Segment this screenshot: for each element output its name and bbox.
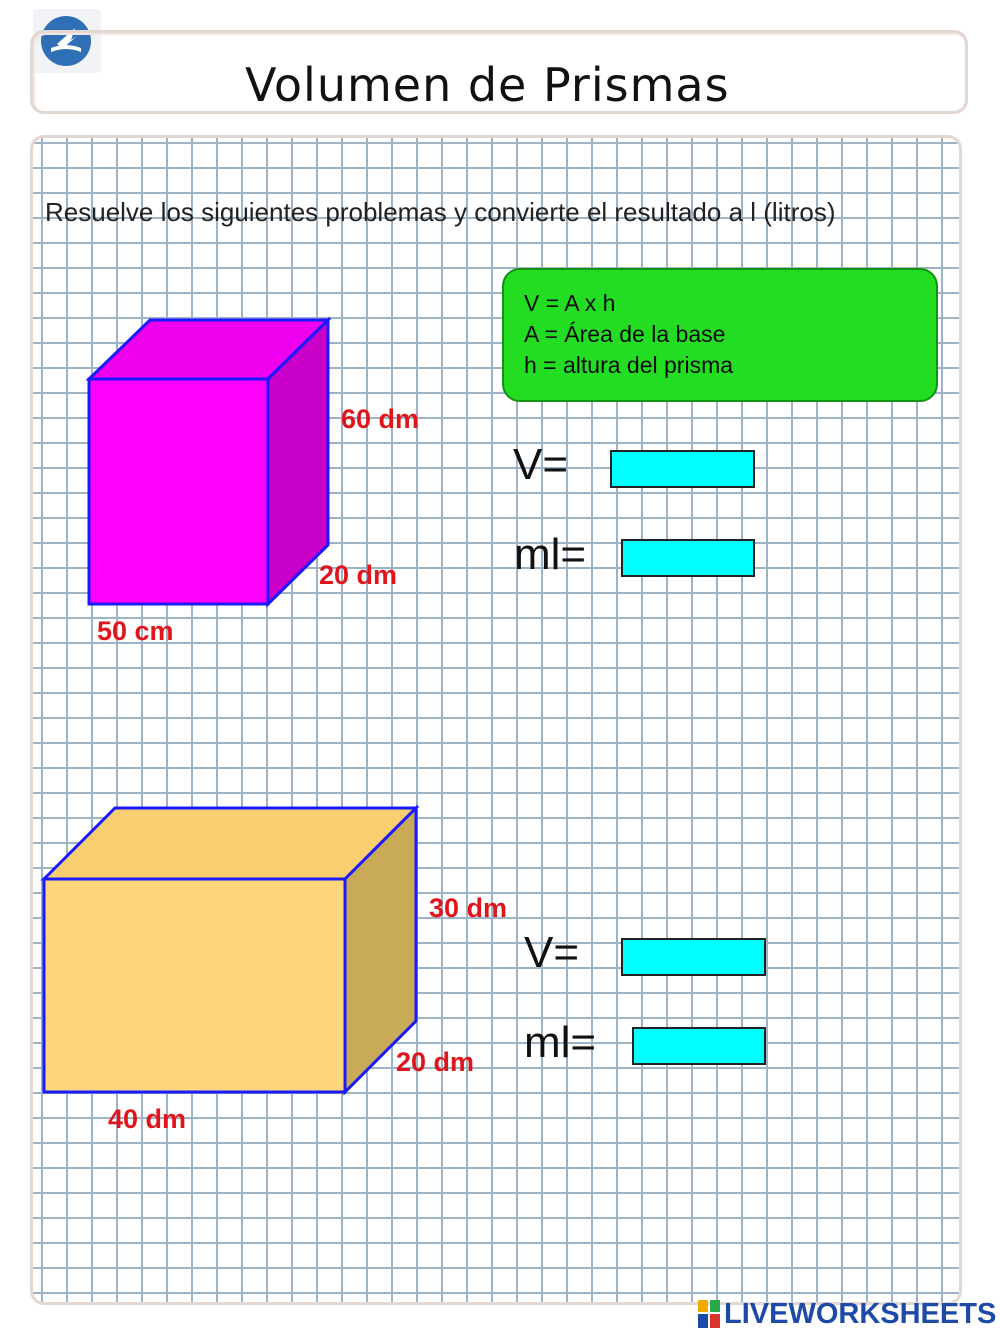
- formula-line-volume: V = A x h: [524, 290, 616, 316]
- prism1-front-face: [89, 379, 268, 604]
- prism2-width-label: 40 dm: [108, 1104, 187, 1134]
- prism1-volume-input[interactable]: [610, 450, 755, 488]
- prism2-height-label: 30 dm: [429, 893, 508, 923]
- prism1-ml-input[interactable]: [621, 539, 755, 577]
- instruction-text: Resuelve los siguientes problemas y convierte el resultado a l (litros): [45, 197, 836, 227]
- prism2-front-face: [44, 879, 345, 1092]
- prism2-volume-input[interactable]: [621, 938, 766, 976]
- prism1-ml-label: ml=: [514, 530, 587, 579]
- prism1-height-label: 60 dm: [341, 404, 420, 434]
- prism1-width-label: 50 cm: [97, 616, 174, 646]
- formula-line-height: h = altura del prisma: [524, 352, 734, 378]
- prism2-ml-input[interactable]: [632, 1027, 766, 1065]
- page-title: Volumen de Prismas: [245, 58, 730, 112]
- formula-line-area: A = Área de la base: [524, 321, 726, 347]
- liveworksheets-logo-icon: [698, 1300, 720, 1328]
- liveworksheets-brand: LIVEWORKSHEETS: [724, 1298, 997, 1330]
- prism2-ml-label: ml=: [524, 1018, 597, 1067]
- prism1-volume-label: V=: [513, 440, 569, 489]
- prism2-depth-label: 20 dm: [396, 1047, 475, 1077]
- prism1-depth-label: 20 dm: [319, 560, 398, 590]
- prism2-volume-label: V=: [524, 928, 580, 977]
